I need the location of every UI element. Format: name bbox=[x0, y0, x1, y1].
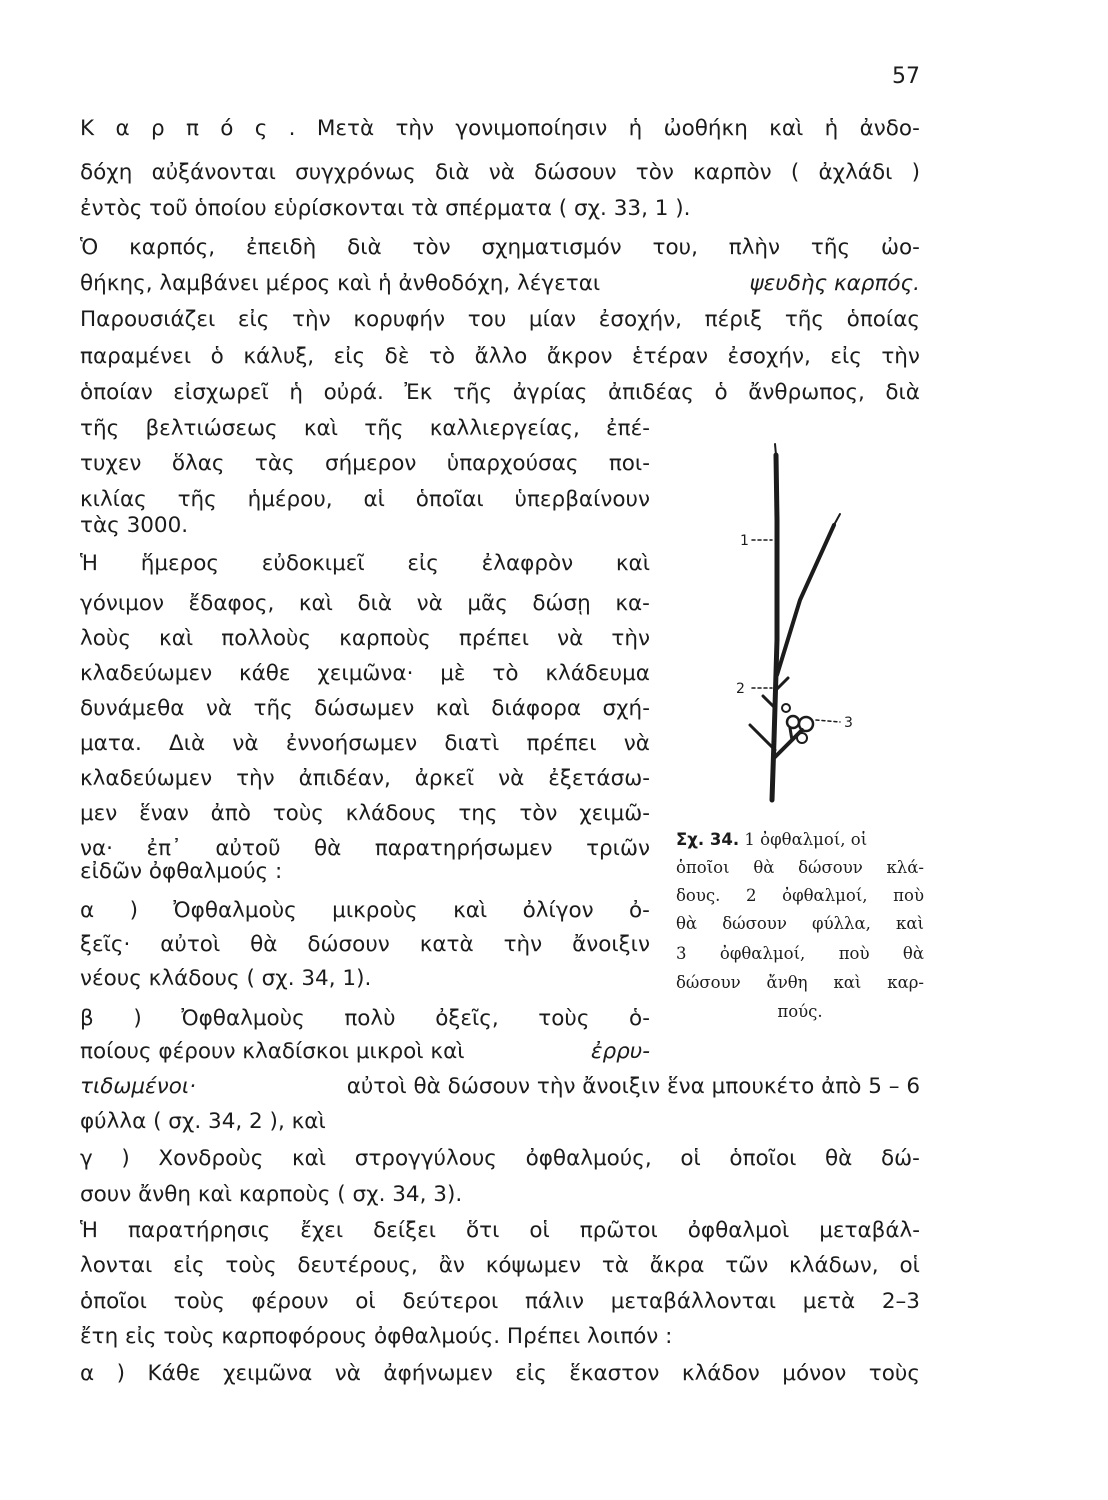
text-line: κλαδεύωμεν κάθε χειμῶνα· μὲ τὸ κλάδευμα bbox=[80, 661, 650, 686]
text-line: λονται εἰς τοὺς δευτέρους, ἂν κόψωμεν τὰ ἄκρα τῶν κλάδων, οἱ bbox=[80, 1253, 920, 1278]
text-line: γόνιμον ἔδαφος, καὶ διὰ νὰ μᾶς δώσῃ κα- bbox=[80, 591, 650, 616]
figure-caption-line bbox=[676, 828, 924, 852]
figure-label-2: 2 bbox=[736, 681, 745, 697]
text-line: κλαδεύωμεν τὴν ἀπιδέαν, ἀρκεῖ νὰ ἐξετάσω- bbox=[80, 766, 650, 791]
text-segment: αὐτοὶ θὰ δώσουν τὴν ἄνοιξιν ἕνα μπουκέτο ἀπὸ 5 – 6 bbox=[339, 1074, 920, 1099]
text-segment: θήκης, λαμβάνει μέρος καὶ ἡ ἀνθοδόχη, λέγεται bbox=[80, 271, 607, 296]
text-line: εἰδῶν ὀφθαλμούς : bbox=[80, 859, 283, 884]
text-line bbox=[80, 1033, 650, 1071]
italic-term: ψευδὴς καρπός. bbox=[749, 271, 920, 296]
text-line: τυχεν ὅλας τὰς σήμερον ὑπαρχούσας ποι- bbox=[80, 451, 650, 476]
text-line: Ἡ ἥμερος εὐδοκιμεῖ εἰς ἐλαφρὸν καὶ bbox=[80, 551, 650, 576]
text-line: Κ α ρ π ό ς . Μετὰ τὴν γονιμοποίησιν ἡ ὠοθήκη καὶ ἡ ἀνδο- bbox=[80, 116, 920, 141]
text-line bbox=[80, 265, 920, 303]
text-line: ματα. Διὰ νὰ ἐννοήσωμεν διατὶ πρέπει νὰ bbox=[80, 731, 650, 756]
text-line: τὰς 3000. bbox=[80, 513, 189, 538]
text-segment: ποίους φέρουν κλαδίσκοι μικροὶ καὶ bbox=[80, 1039, 472, 1064]
branch-figure bbox=[730, 440, 900, 810]
page-number: 57 bbox=[892, 64, 920, 89]
text-line: δόχη αὐξάνονται συγχρόνως διὰ νὰ δώσουν τὸν καρπὸν ( ἀχλάδι ) bbox=[80, 160, 920, 185]
text-line: φύλλα ( σχ. 34, 2 ), καὶ bbox=[80, 1109, 326, 1134]
figure-label-1: 1 bbox=[740, 533, 749, 549]
text-line: ὁποῖοι τοὺς φέρουν οἱ δεύτεροι πάλιν μεταβάλλονται μετὰ 2–3 bbox=[80, 1289, 920, 1314]
text-line: β ) Ὀφθαλμοὺς πολὺ ὀξεῖς, τοὺς ὁ- bbox=[80, 1006, 650, 1031]
figure-caption-line: δους. 2 ὀφθαλμοί, ποὺ bbox=[676, 886, 924, 905]
text-line: δυνάμεθα νὰ τῆς δώσωμεν καὶ διάφορα σχή- bbox=[80, 696, 650, 721]
text-line: γ ) Χονδροὺς καὶ στρογγύλους ὀφθαλμούς, οἱ ὁποῖοι θὰ δώ- bbox=[80, 1146, 920, 1171]
text-line: α ) Κάθε χειμῶνα νὰ ἀφήνωμεν εἰς ἕκαστον κλάδον μόνον τοὺς bbox=[80, 1361, 920, 1386]
figure-caption-line: δώσουν ἄνθη καὶ καρ- bbox=[676, 973, 924, 992]
figure-caption-line: θὰ δώσουν φύλλα, καὶ bbox=[676, 914, 924, 933]
text-line: α ) Ὀφθαλμοὺς μικροὺς καὶ ὀλίγον ὀ- bbox=[80, 898, 650, 923]
text-line: κιλίας τῆς ἡμέρου, αἱ ὁποῖαι ὑπερβαίνουν bbox=[80, 487, 650, 512]
text-line: Ὁ καρπός, ἐπειδὴ διὰ τὸν σχηματισμόν του, πλὴν τῆς ὠο- bbox=[80, 235, 920, 260]
text-line: μεν ἕναν ἀπὸ τοὺς κλάδους της τὸν χειμῶ- bbox=[80, 801, 650, 826]
text-line: ξεῖς· αὐτοὶ θὰ δώσουν κατὰ τὴν ἄνοιξιν bbox=[80, 932, 650, 957]
text-line: λοὺς καὶ πολλοὺς καρποὺς πρέπει νὰ τὴν bbox=[80, 626, 650, 651]
figure-label-3: 3 bbox=[844, 715, 853, 731]
italic-term: τιδωμένοι· bbox=[80, 1074, 196, 1099]
text-line: ἐντὸς τοῦ ὁποίου εὑρίσκονται τὰ σπέρματα ( σχ. 33, 1 ). bbox=[80, 196, 691, 221]
text-line: ὁποίαν εἰσχωρεῖ ἡ οὐρά. Ἐκ τῆς ἀγρίας ἀπιδέας ὁ ἄνθρωπος, διὰ bbox=[80, 380, 920, 405]
text-line: Παρουσιάζει εἰς τὴν κορυφήν του μίαν ἐσοχήν, πέριξ τῆς ὁποίας bbox=[80, 307, 920, 332]
caption-prefix: Σχ. 34. bbox=[676, 830, 740, 849]
text-line: παραμένει ὁ κάλυξ, εἰς δὲ τὸ ἄλλο ἄκρον ἑτέραν ἐσοχήν, εἰς τὴν bbox=[80, 344, 920, 369]
figure-caption-line: 3 ὀφθαλμοί, ποὺ θὰ bbox=[676, 944, 924, 963]
text-line: να· ἐπ᾽ αὐτοῦ θὰ παρατηρήσωμεν τριῶν bbox=[80, 836, 650, 861]
text-line: τῆς βελτιώσεως καὶ τῆς καλλιεργείας, ἐπέ- bbox=[80, 416, 650, 441]
text-line bbox=[80, 1068, 920, 1106]
text-line: σουν ἄνθη καὶ καρποὺς ( σχ. 34, 3). bbox=[80, 1182, 463, 1207]
text-line: ἔτη εἰς τοὺς καρποφόρους ὀφθαλμούς. Πρέπει λοιπόν : bbox=[80, 1324, 673, 1349]
figure-caption-line: πούς. bbox=[777, 1002, 823, 1021]
text-line: νέους κλάδους ( σχ. 34, 1). bbox=[80, 966, 372, 991]
text-line: Ἡ παρατήρησις ἔχει δείξει ὅτι οἱ πρῶτοι ὀφθαλμοὶ μεταβάλ- bbox=[80, 1218, 920, 1243]
figure-caption-line: ὁποῖοι θὰ δώσουν κλά- bbox=[676, 858, 924, 877]
caption-text: 1 ὀφθαλμοί, οἱ bbox=[739, 830, 868, 849]
italic-term: ἐρρυ- bbox=[590, 1039, 650, 1064]
